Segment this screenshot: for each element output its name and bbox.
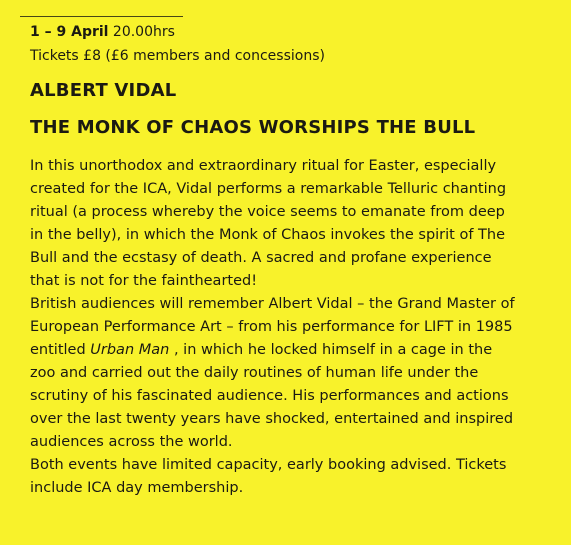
- description-line: In this unorthodox and extraordinary ritual for Easter, especially: [30, 158, 497, 174]
- event-description: [30, 155, 570, 500]
- booking-note-line: Both events have limited capacity, early booking advised. Tickets: [30, 457, 507, 473]
- description-line: that is not for the fainthearted!: [30, 273, 258, 289]
- event-date-line: [30, 23, 175, 41]
- booking-note-line: include ICA day membership.: [30, 480, 244, 496]
- ticket-prices: Tickets £8 (£6 members and concessions): [30, 48, 325, 64]
- top-divider: [20, 16, 183, 17]
- description-line: zoo and carried out the daily routines of human life under the: [30, 365, 479, 381]
- description-line: scrutiny of his fascinated audience. His performances and actions: [30, 388, 509, 404]
- description-line: audiences across the world.: [30, 434, 233, 450]
- line-text: , in which he locked himself in a cage in the: [169, 342, 493, 358]
- description-line: European Performance Art – from his performance for LIFT in 1985: [30, 319, 513, 335]
- description-line: created for the ICA, Vidal performs a remarkable Telluric chanting: [30, 181, 507, 197]
- performance-title: THE MONK OF CHAOS WORSHIPS THE BULL: [30, 117, 476, 138]
- description-line: British audiences will remember Albert Vidal – the Grand Master of: [30, 296, 515, 312]
- description-line: ritual (a process whereby the voice seems to emanate from deep: [30, 204, 505, 220]
- work-title: Urban Man: [90, 342, 170, 358]
- description-line: Bull and the ecstasy of death. A sacred and profane experience: [30, 250, 492, 266]
- description-line-with-title: [30, 339, 570, 362]
- description-line: over the last twenty years have shocked, entertained and inspired: [30, 411, 514, 427]
- artist-name: ALBERT VIDAL: [30, 80, 177, 101]
- description-line: in the belly), in which the Monk of Chaos invokes the spirit of The: [30, 227, 506, 243]
- line-text: entitled: [30, 342, 91, 358]
- event-date: 1 – 9 April: [30, 24, 109, 40]
- event-time: 20.00hrs: [112, 24, 175, 40]
